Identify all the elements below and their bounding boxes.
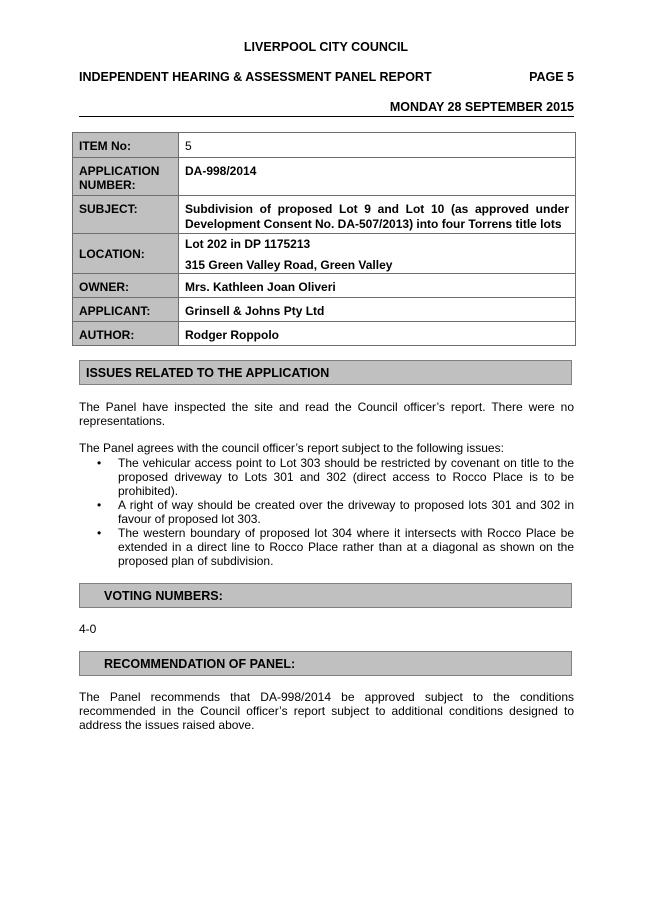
- recommendation-heading: RECOMMENDATION OF PANEL:: [79, 651, 572, 676]
- owner-label: OWNER:: [73, 274, 179, 298]
- application-value: DA-998/2014: [179, 158, 576, 196]
- table-row: [73, 196, 576, 234]
- list-item-text: A right of way should be created over the driveway to proposed lots 301 and 302 in favour of proposed lot 303.: [118, 498, 574, 526]
- list-item: [97, 456, 574, 498]
- item-label: ITEM No:: [73, 133, 179, 158]
- subject-label: SUBJECT:: [73, 196, 179, 234]
- author-label: AUTHOR:: [73, 322, 179, 346]
- location-label: LOCATION:: [73, 234, 179, 274]
- subject-value: Subdivision of proposed Lot 9 and Lot 10 (as approved under Development Consent No. DA-507/2013) into four Torrens title lots: [179, 196, 576, 234]
- recommendation-text: The Panel recommends that DA-998/2014 be approved subject to the conditions recommended in the Council officer’s report subject to additional conditions designed to address the issues raised above.: [79, 690, 574, 732]
- report-title: INDEPENDENT HEARING & ASSESSMENT PANEL REPORT: [79, 70, 432, 84]
- list-item-text: The western boundary of proposed lot 304 where it intersects with Rocco Place be extended in a direct line to Rocco Place rather than at a diagonal as shown on the proposed plan of subdivision.: [118, 526, 574, 568]
- voting-heading: VOTING NUMBERS:: [79, 583, 572, 608]
- table-row: [73, 322, 576, 346]
- voting-value: 4-0: [79, 622, 97, 636]
- list-item: [97, 526, 574, 568]
- application-details-table: [72, 132, 576, 346]
- location-address: 315 Green Valley Road, Green Valley: [185, 258, 393, 272]
- location-value: [179, 234, 576, 274]
- table-row: [73, 158, 576, 196]
- list-item: [97, 498, 574, 526]
- author-value: Rodger Roppolo: [179, 322, 576, 346]
- council-name: LIVERPOOL CITY COUNCIL: [243, 40, 409, 54]
- table-row: [73, 133, 576, 158]
- item-value: 5: [179, 133, 576, 158]
- application-label: APPLICATION NUMBER:: [73, 158, 179, 196]
- table-row: [73, 298, 576, 322]
- applicant-label: APPLICANT:: [73, 298, 179, 322]
- location-lot: Lot 202 in DP 1175213: [185, 237, 311, 251]
- issues-list: [97, 456, 574, 568]
- header-divider: [79, 116, 574, 117]
- bullet-icon: •: [97, 498, 102, 512]
- table-row: [73, 274, 576, 298]
- issues-paragraph: The Panel have inspected the site and read the Council officer’s report. There were no representations.: [79, 400, 574, 428]
- issues-intro: The Panel agrees with the council officer’s report subject to the following issues:: [79, 441, 504, 455]
- report-date: MONDAY 28 SEPTEMBER 2015: [389, 100, 574, 114]
- applicant-value: Grinsell & Johns Pty Ltd: [179, 298, 576, 322]
- page-number: PAGE 5: [529, 70, 574, 84]
- issues-heading: ISSUES RELATED TO THE APPLICATION: [79, 360, 572, 385]
- bullet-icon: •: [97, 456, 102, 470]
- bullet-icon: •: [97, 526, 102, 540]
- list-item-text: The vehicular access point to Lot 303 should be restricted by covenant on title to the proposed driveway to Lots 301 and 302 (direct access to Rocco Place is to be prohibited).: [118, 456, 574, 498]
- owner-value: Mrs. Kathleen Joan Oliveri: [179, 274, 576, 298]
- table-row: [73, 234, 576, 274]
